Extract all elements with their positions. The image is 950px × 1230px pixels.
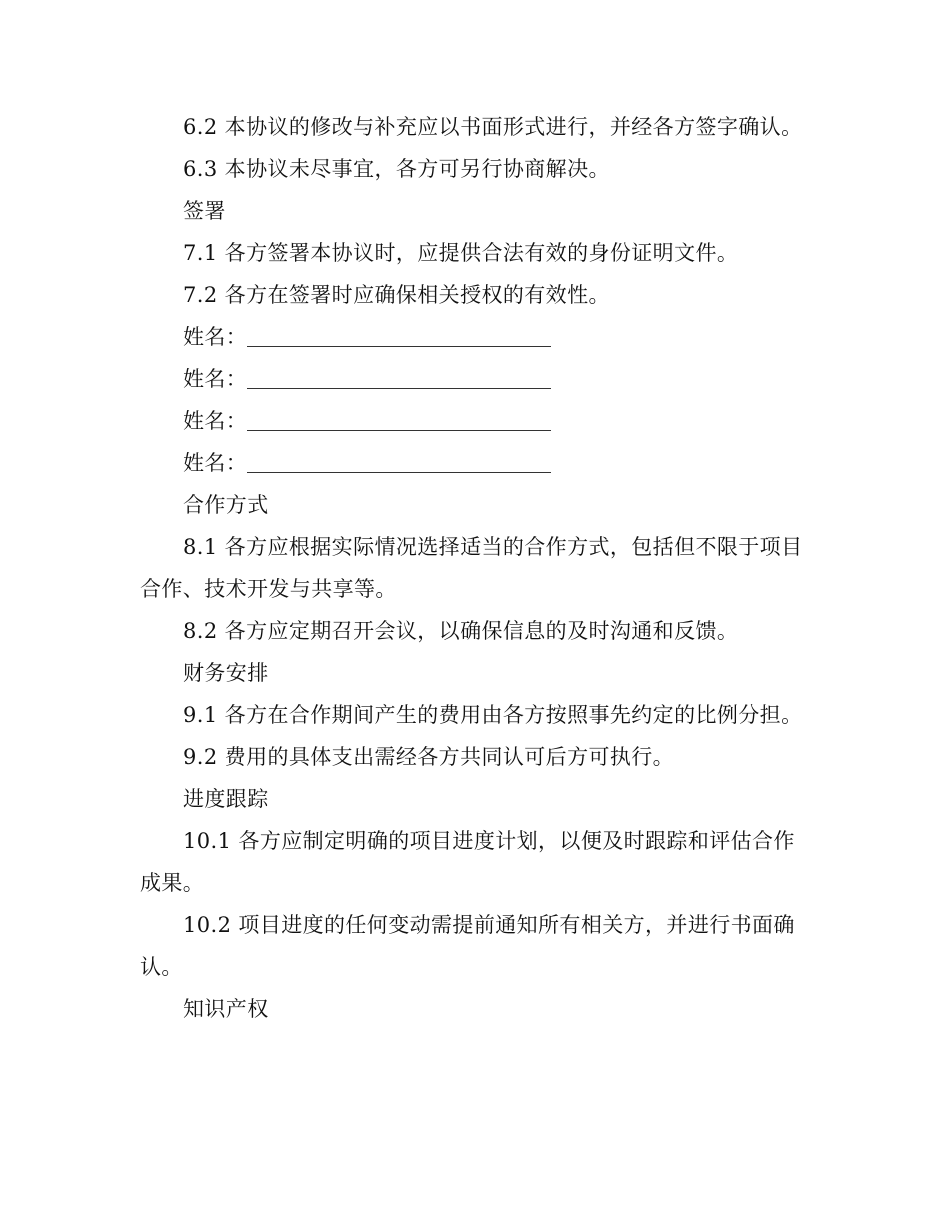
- section-heading-progress: 进度跟踪: [183, 787, 269, 811]
- signature-line-3: [140, 400, 810, 442]
- signature-line-4: [140, 442, 810, 484]
- signature-blank: [247, 472, 551, 473]
- signature-name-label: 姓名：: [183, 325, 248, 349]
- clause-9-1: 9.1 各方在合作期间产生的费用由各方按照事先约定的比例分担。: [183, 703, 803, 727]
- clause-10-1: 10.1 各方应制定明确的项目进度计划，以便及时跟踪和评估合作成果。: [140, 829, 795, 895]
- signature-name-label: 姓名：: [183, 409, 248, 433]
- clause-6-2: 6.2 本协议的修改与补充应以书面形式进行，并经各方签字确认。: [183, 115, 803, 139]
- signature-line-1: [140, 316, 810, 358]
- signature-name-label: 姓名：: [183, 367, 248, 391]
- section-heading-cooperation: 合作方式: [183, 493, 269, 517]
- clause-10-2: 10.2 项目进度的任何变动需提前通知所有相关方，并进行书面确认。: [140, 913, 795, 979]
- clause-9-2: 9.2 费用的具体支出需经各方共同认可后方可执行。: [183, 745, 675, 769]
- clause-7-2: 7.2 各方在签署时应确保相关授权的有效性。: [183, 283, 610, 307]
- section-heading-signing: 签署: [183, 199, 226, 223]
- section-heading-ip: 知识产权: [183, 997, 269, 1021]
- clause-6-3: 6.3 本协议未尽事宜，各方可另行协商解决。: [183, 157, 610, 181]
- clause-8-1: 8.1 各方应根据实际情况选择适当的合作方式，包括但不限于项目合作、技术开发与共享等。: [140, 535, 803, 601]
- signature-blank: [247, 388, 551, 389]
- signature-line-2: [140, 358, 810, 400]
- section-heading-finance: 财务安排: [183, 661, 269, 685]
- clause-7-1: 7.1 各方签署本协议时，应提供合法有效的身份证明文件。: [183, 241, 739, 265]
- clause-8-2: 8.2 各方应定期召开会议，以确保信息的及时沟通和反馈。: [183, 619, 739, 643]
- signature-blank: [247, 346, 551, 347]
- document-body: [140, 106, 810, 1030]
- signature-name-label: 姓名：: [183, 451, 248, 475]
- signature-blank: [247, 430, 551, 431]
